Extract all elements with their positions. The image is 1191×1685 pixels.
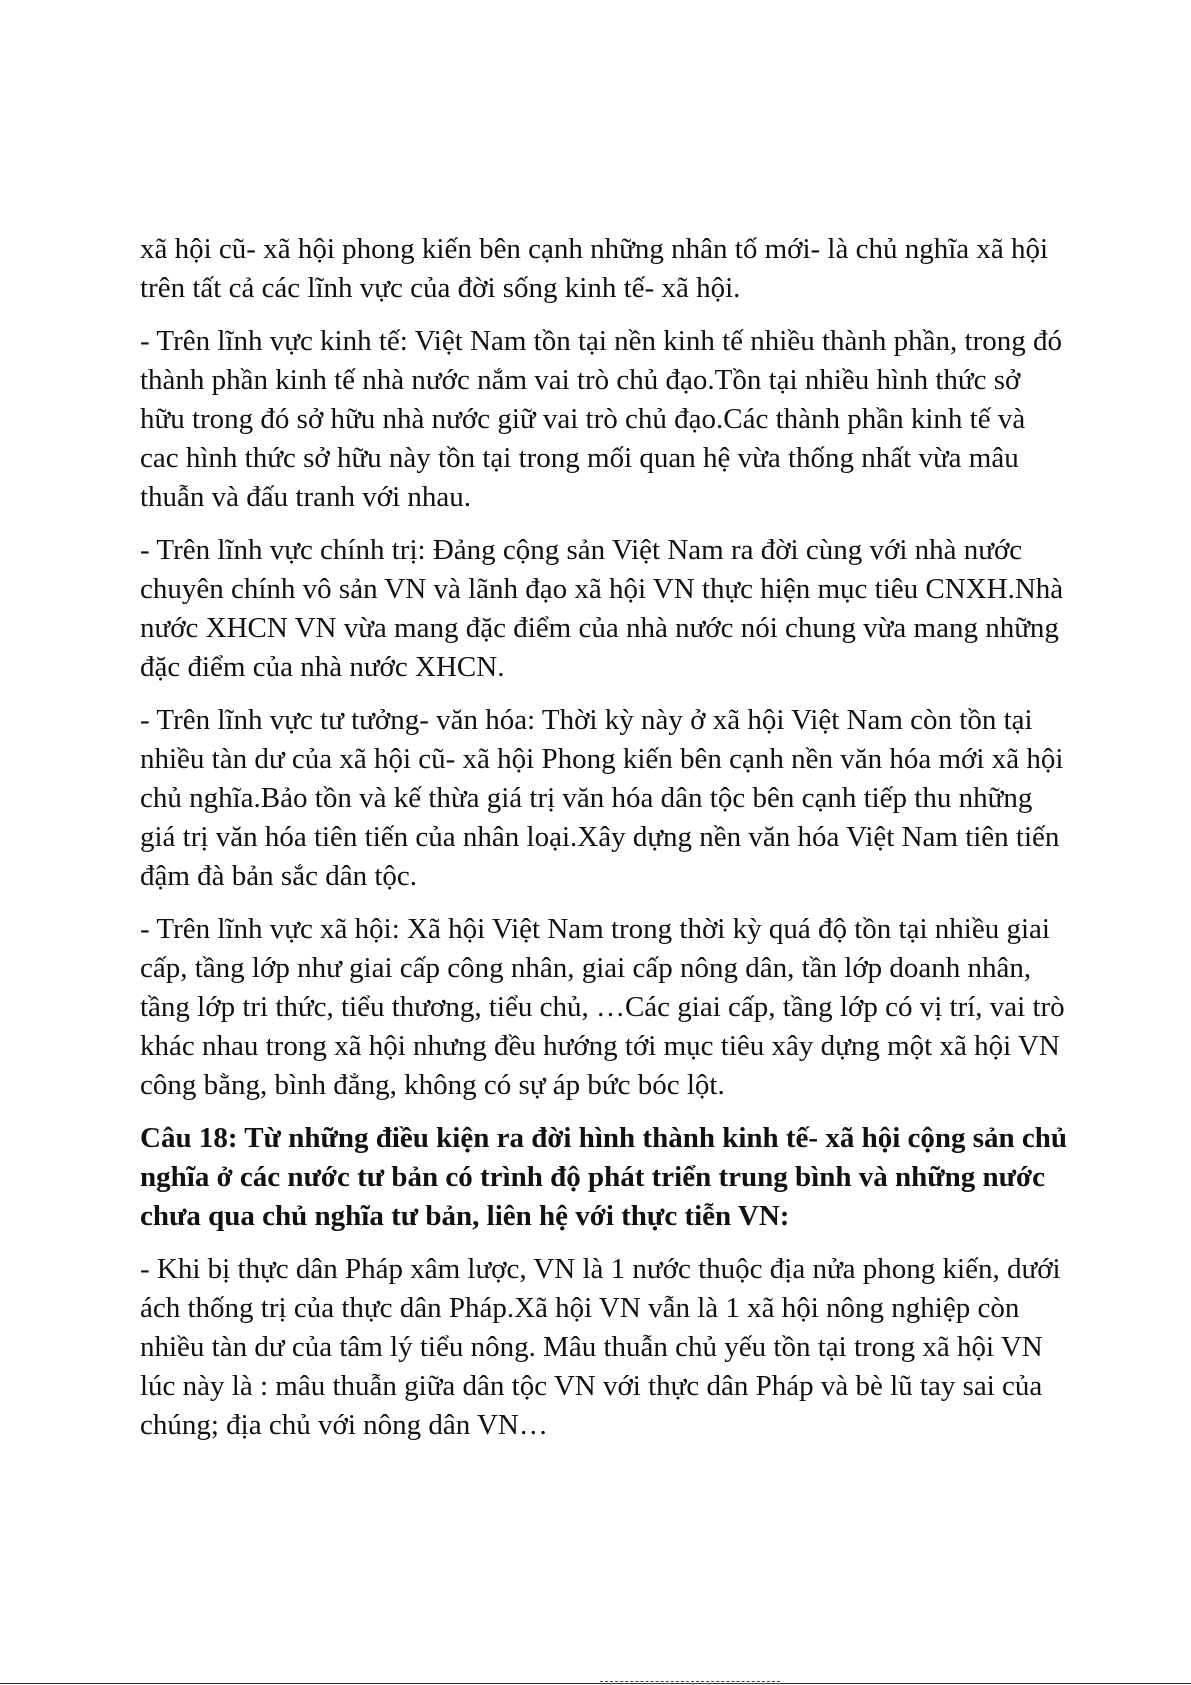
footer-dashed-mark [600,1681,780,1684]
question-heading: Câu 18: Từ những điều kiện ra đời hình thành kinh tế- xã hội cộng sản chủ nghĩa ở các nước tư bản có trình độ phát triển trung bình và những nước chưa qua chủ nghĩa tư bản, liên hệ với thực tiễn VN: [140,1122,1068,1232]
paragraph-vietnam-context: - Khi bị thực dân Pháp xâm lược, VN là 1 nước thuộc địa nửa phong kiến, dưới ách thống trị của thực dân Pháp.Xã hội VN vẫn là 1 xã hội nông nghiệp còn nhiều tàn dư của tâm lý tiểu nông. Mâu thuẫn chủ yếu tồn tại trong xã hội VN lúc này là : mâu thuẫn giữa dân tộc VN với thực dân Pháp và bè lũ tay sai của chúng; địa chủ với nông dân VN… [140,1253,1061,1441]
footer-divider [0,1683,1191,1684]
paragraph-economy: - Trên lĩnh vực kinh tế: Việt Nam tồn tại nền kinh tế nhiều thành phần, trong đó thành phần kinh tế nhà nước nắm vai trò chủ đạo.Tồn tại nhiều hình thức sở hữu trong đó sở hữu nhà nước giữ vai trò chủ đạo.Các thành phần kinh tế và cac hình thức sở hữu này tồn tại trong mối quan hệ vừa thống nhất vừa mâu thuẫn và đấu tranh với nhau. [140,325,1062,513]
paragraph-politics: - Trên lĩnh vực chính trị: Đảng cộng sản Việt Nam ra đời cùng với nhà nước chuyên chính vô sản VN và lãnh đạo xã hội VN thực hiện mục tiêu CNXH.Nhà nước XHCN VN vừa mang đặc điểm của nhà nước nói chung vừa mang những đặc điểm của nhà nước XHCN. [140,534,1064,683]
paragraph-culture: - Trên lĩnh vực tư tưởng- văn hóa: Thời kỳ này ở xã hội Việt Nam còn tồn tại nhiều tàn dư của xã hội cũ- xã hội Phong kiến bên cạnh nền văn hóa mới xã hội chủ nghĩa.Bảo tồn và kế thừa giá trị văn hóa dân tộc bên cạnh tiếp thu những giá trị văn hóa tiên tiến của nhân loại.Xây dựng nền văn hóa Việt Nam tiên tiến đậm đà bản sắc dân tộc. [140,704,1064,892]
paragraph-society: - Trên lĩnh vực xã hội: Xã hội Việt Nam trong thời kỳ quá độ tồn tại nhiều giai cấp, tầng lớp như giai cấp công nhân, giai cấp nông dân, tần lớp doanh nhân, tầng lớp tri thức, tiểu thương, tiểu chủ, …Các giai cấp, tầng lớp có vị trí, vai trò khác nhau trong xã hội nhưng đều hướng tới mục tiêu xây dựng một xã hội VN công bằng, bình đẳng, không có sự áp bức bóc lột. [140,913,1065,1101]
paragraph-continuation: xã hội cũ- xã hội phong kiến bên cạnh những nhân tố mới- là chủ nghĩa xã hội trên tất cả các lĩnh vực của đời sống kinh tế- xã hội. [140,233,1049,304]
document-body [140,230,1070,1459]
